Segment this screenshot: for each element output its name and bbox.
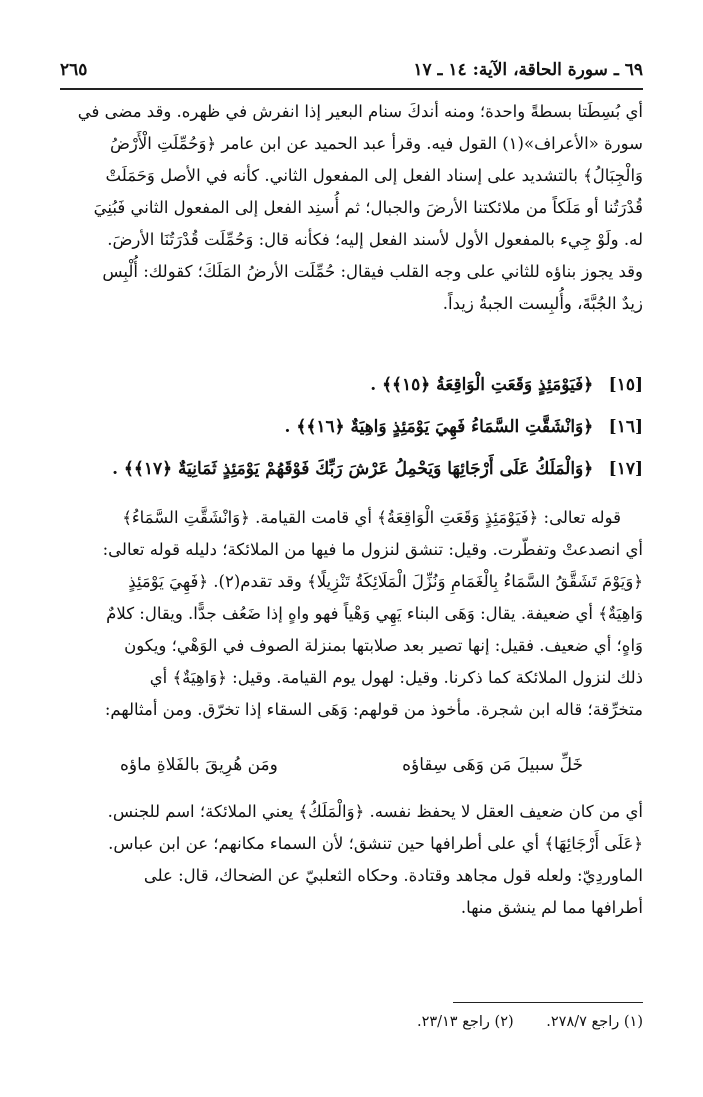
text-line: أي بُسِطَتا بسطةً واحدة؛ ومنه أندكَ سنام البعير إذا انفرش في ظهره. وقد مضى في — [77, 102, 643, 121]
text-line: سورة «الأعراف»(١) القول فيه. وقرأ عبد الحميد عن ابن عامر ﴿وَحُمِّلَتِ الْأَرْضُ — [109, 134, 643, 153]
text-line: وَاهِيَةٌ﴾ أي ضعيفة. يقال: وَهَى البناء يَهِي وَهْياً فهو واهٍ إذا ضَعُف جدًّا. ويقال: كلامٌ — [106, 604, 643, 623]
footnotes — [60, 1014, 643, 1030]
text-line: أي انصدعتْ وتفطّرت. وقيل: تنشق لنزول ما فيها من الملائكة؛ دليله قوله تعالى: — [102, 540, 643, 559]
text-line: ذلك لنزول الملائكة كما ذكرنا. وقيل: لهول يوم القيامة. وقيل: ﴿وَاهِيَةٌ﴾ أي — [149, 668, 643, 687]
paragraph-3 — [60, 796, 643, 924]
text-line: قوله تعالى: ﴿فَيَوْمَئِذٍ وَقَعَتِ الْوَاقِعَةُ﴾ أي قامت القيامة. ﴿وَانْشَقَّتِ السَّمَاءُ﴾ — [122, 508, 621, 527]
verse-block — [60, 364, 643, 490]
footnote-1: (١) راجع ٢٧٨/٧. — [546, 1014, 643, 1030]
page-number: ٢٦٥ — [60, 60, 88, 80]
text-line: وَالْجِبَالُ﴾ بالتشديد على إسناد الفعل إلى المفعول الثاني. كأنه في الأصل وَحَمَلَتْ — [105, 166, 643, 185]
verse-15 — [60, 364, 643, 406]
verse-text: ﴿فَيَوْمَئِذٍ وَقَعَتِ الْوَاقِعَةُ ﴿١٥﴾﴾ . — [370, 375, 594, 395]
verse-text: ﴿وَانْشَقَّتِ السَّمَاءُ فَهِيَ يَوْمَئِذٍ وَاهِيَةٌ ﴿١٦﴾﴾ . — [284, 417, 594, 437]
verse-number: [١٦] — [608, 417, 643, 437]
header-rule — [60, 88, 643, 90]
text-line: ﴿وَيَوْمَ تَشَقَّقُ السَّمَاءُ بِالْغَمَامِ وَنُزِّلَ الْمَلَائِكَةُ تَنْزِيلًا﴾ وقد تقدم(٢). ﴿فَهِيَ يَوْمَئِذٍ — [128, 572, 643, 591]
verse-text: ﴿وَالْمَلَكُ عَلَى أَرْجَائِهَا وَيَحْمِلُ عَرْشَ رَبِّكَ فَوْقَهُمْ يَوْمَئِذٍ ثَمَانِيَةٌ ﴿١٧﴾﴾ . — [112, 459, 594, 479]
poem-first-hemistich: خَلِّ سبيلَ مَن وَهَى سِقاؤه — [402, 755, 583, 775]
text-line: زيدٌ الجُبَّةَ، وأُلبِست الجبةُ زيداً. — [442, 294, 643, 313]
text-line: أي من كان ضعيف العقل لا يحفظ نفسه. ﴿وَالْمَلَكُ﴾ يعني الملائكة؛ اسم للجنس. — [107, 802, 643, 821]
text-line: قُدْرَتُنا أو مَلَكاً من ملائكتنا الأرضَ والجبال؛ ثم أُسنِد الفعل إلى المفعول الثاني فَبُنِيَ — [93, 198, 643, 217]
text-line: وَاهٍ؛ أي ضعيف. فقيل: إنها تصير بعد صلابتها بمنزلة الصوف في الوَهْي؛ ويكون — [124, 636, 643, 655]
footnote-2: (٢) راجع ٢٣/١٣. — [416, 1014, 514, 1030]
paragraph-2 — [60, 502, 643, 726]
text-line: ﴿عَلَى أَرْجَائِهَا﴾ أي على أطرافها حين تنشق؛ لأن السماء مكانهم؛ عن ابن عباس. — [108, 834, 643, 853]
text-line: وقد يجوز بناؤه للثاني على وجه القلب فيقال: حُمِّلَت الأرضُ المَلَكَ؛ كقولك: أُلْبِس — [102, 262, 643, 281]
verse-16 — [60, 406, 643, 448]
text-line: أطرافها مما لم ينشق منها. — [460, 898, 643, 917]
paragraph-1 — [60, 96, 643, 320]
running-header — [60, 58, 643, 88]
verse-number: [١٧] — [608, 459, 643, 479]
text-line: له. ولَوْ جِيء بالمفعول الأول لأسند الفعل إليه؛ فكأنه قال: وَحُمِّلَت قُدْرَتُنَا الأرضَ. — [107, 230, 643, 249]
verse-17 — [60, 448, 643, 490]
poem-verse — [60, 755, 643, 789]
footnote-rule — [453, 1002, 643, 1003]
text-line: متخرِّقة؛ قاله ابن شجرة. مأخوذ من قولهم: وَهَى السقاء إذا تخرّق. ومن أمثالهم: — [104, 700, 643, 719]
verse-number: [١٥] — [608, 375, 643, 395]
text-line: الماوردِيّ: ولعله قول مجاهد وقتادة. وحكاه الثعلبيّ عن الضحاك، قال: على — [143, 866, 643, 885]
chapter-title: ٦٩ ـ سورة الحاقة، الآية: ١٤ ـ ١٧ — [413, 60, 643, 80]
poem-second-hemistich: ومَن هُرِيقَ بالفَلاةِ ماؤه — [120, 755, 278, 775]
